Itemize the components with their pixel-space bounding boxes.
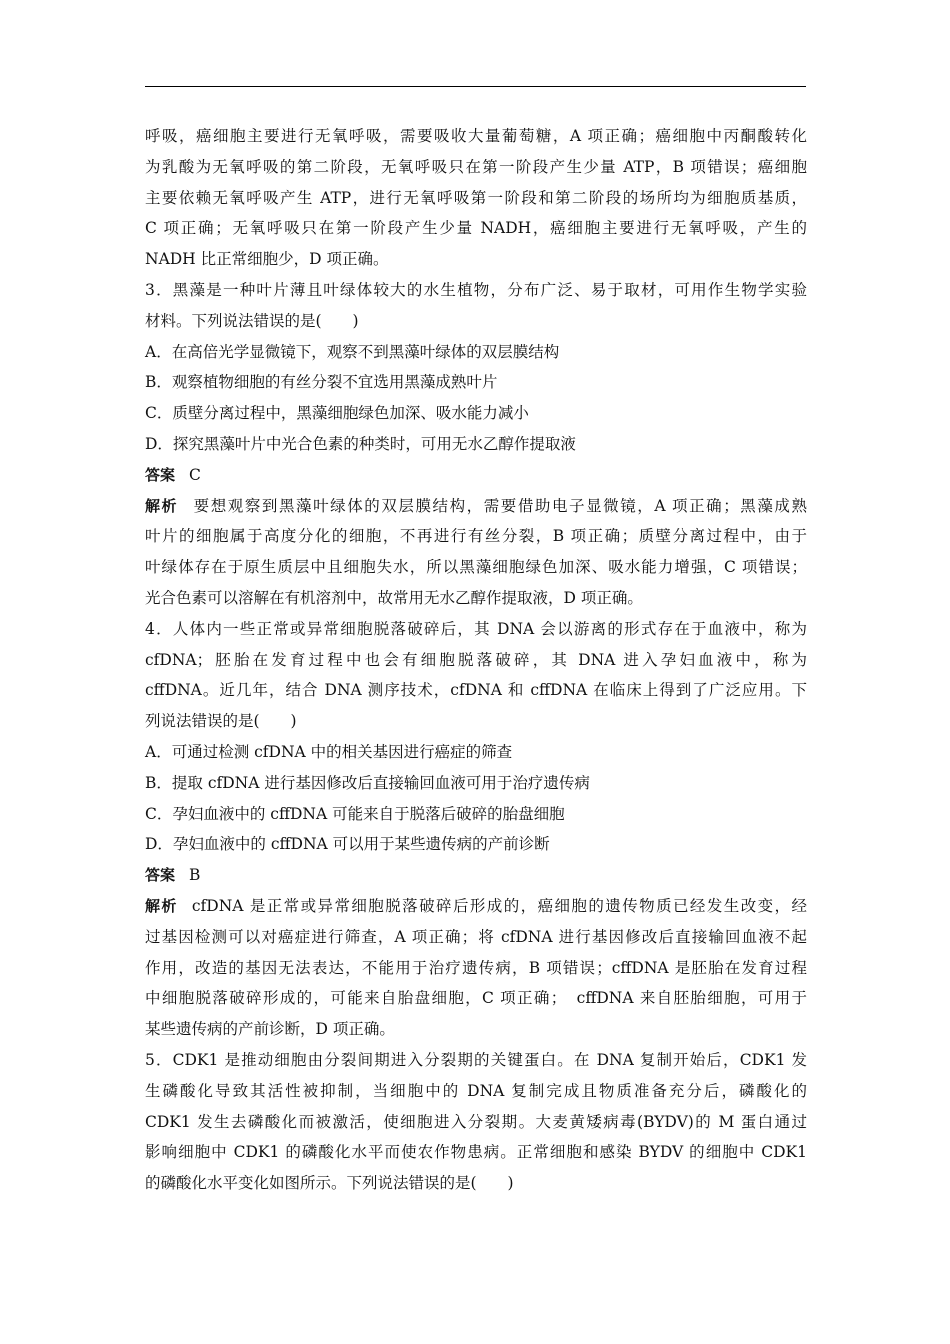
question-stem: cfDNA；胚胎在发育过程中也会有细胞脱落破碎，其 DNA 进入孕妇血液中，称为 [145,650,807,669]
analysis-text: cfDNA 是正常或异常细胞脱落破碎后形成的，癌细胞的遗传物质已经发生改变，经 [191,896,807,915]
analysis-text: 要想观察到黑藻叶绿体的双层膜结构，需要借助电子显微镜，A 项正确；黑藻成熟 [192,496,807,515]
option-c: C．质壁分离过程中，黑藻细胞绿色加深、吸水能力减小 [145,404,529,423]
option-b: B．提取 cfDNA 进行基因修改后直接输回血液可用于治疗遗传病 [145,773,590,792]
text-line: 主要依赖无氧呼吸产生 ATP，进行无氧呼吸第一阶段和第二阶段的场所均为细胞质基质， [145,188,807,207]
answer-label: 答案 [145,866,176,885]
text-line: NADH 比正常细胞少，D 项正确。 [145,250,389,269]
question-3 [145,275,807,614]
option-c: C．孕妇血液中的 cffDNA 可能来自于脱落后破碎的胎盘细胞 [145,804,565,823]
prev-explanation [145,121,807,275]
analysis-line: 叶片的细胞属于高度分化的细胞，不再进行有丝分裂，B 项正确；质壁分离过程中，由于 [145,527,807,546]
option-d: D．探究黑藻叶片中光合色素的种类时，可用无水乙醇作提取液 [145,434,576,453]
analysis-line: 光合色素可以溶解在有机溶剂中，故常用无水乙醇作提取液，D 项正确。 [145,588,643,607]
answer-line [145,460,807,491]
analysis-line [145,891,807,922]
option-a: A．在高倍光学显微镜下，观察不到黑藻叶绿体的双层膜结构 [145,342,560,361]
question-stem: 影响细胞中 CDK1 的磷酸化水平而使农作物患病。正常细胞和感染 BYDV 的细胞中 CDK1 [145,1143,807,1162]
question-5 [145,1045,807,1199]
text-line: C 项正确；无氧呼吸只在第一阶段产生少量 NADH，癌细胞主要进行无氧呼吸，产生的 [145,219,807,238]
document-page [145,121,807,1199]
analysis-line: 叶绿体存在于原生质层中且细胞失水，所以黑藻细胞绿色加深、吸水能力增强，C 项错误； [145,558,807,577]
answer-line [145,860,807,891]
analysis-label: 解析 [145,496,179,515]
answer-value: B [189,866,201,885]
option-b: B．观察植物细胞的有丝分裂不宜选用黑藻成熟叶片 [145,373,498,392]
text-line: 呼吸，癌细胞主要进行无氧呼吸，需要吸收大量葡萄糖，A 项正确；癌细胞中丙酮酸转化 [145,127,807,145]
text-line: 为乳酸为无氧呼吸的第二阶段，无氧呼吸只在第一阶段产生少量 ATP，B 项错误；癌细胞 [145,157,807,176]
option-a: A．可通过检测 cfDNA 中的相关基因进行癌症的筛查 [145,742,513,761]
question-4 [145,614,807,1045]
question-stem: 材料。下列说法错误的是( ) [145,311,359,330]
question-stem: 4．人体内一些正常或异常细胞脱落破碎后，其 DNA 会以游离的形式存在于血液中，称为 [145,619,807,638]
question-stem: 5．CDK1 是推动细胞由分裂间期进入分裂期的关键蛋白。在 DNA 复制开始后，CDK1 发 [145,1050,807,1069]
question-stem: 3．黑藻是一种叶片薄且叶绿体较大的水生植物，分布广泛、易于取材，可用作生物学实验 [145,280,807,299]
analysis-line: 中细胞脱落破碎形成的，可能来自胎盘细胞，C 项正确； cffDNA 来自胚胎细胞，可用于 [145,989,807,1008]
question-stem: 生磷酸化导致其活性被抑制，当细胞中的 DNA 复制完成且物质准备充分后，磷酸化的 [145,1081,807,1100]
answer-value: C [189,465,201,484]
option-d: D．孕妇血液中的 cffDNA 可以用于某些遗传病的产前诊断 [145,835,550,854]
question-stem: 列说法错误的是( ) [145,712,297,731]
question-stem: 的磷酸化水平变化如图所示。下列说法错误的是( ) [145,1174,514,1193]
header-rule [145,86,806,87]
analysis-line [145,491,807,522]
question-stem: CDK1 发生去磷酸化而被激活，使细胞进入分裂期。大麦黄矮病毒(BYDV)的 M 蛋白通过 [145,1112,807,1131]
question-stem: cffDNA。近几年，结合 DNA 测序技术，cfDNA 和 cffDNA 在临床上得到了广泛应用。下 [145,681,807,700]
analysis-line: 作用，改造的基因无法表达，不能用于治疗遗传病，B 项错误；cffDNA 是胚胎在发育过程 [145,958,807,977]
analysis-line: 过基因检测可以对癌症进行筛查，A 项正确；将 cfDNA 进行基因修改后直接输回血液不起 [145,927,807,946]
answer-label: 答案 [145,465,176,484]
analysis-line: 某些遗传病的产前诊断，D 项正确。 [145,1020,395,1039]
analysis-label: 解析 [145,896,178,915]
